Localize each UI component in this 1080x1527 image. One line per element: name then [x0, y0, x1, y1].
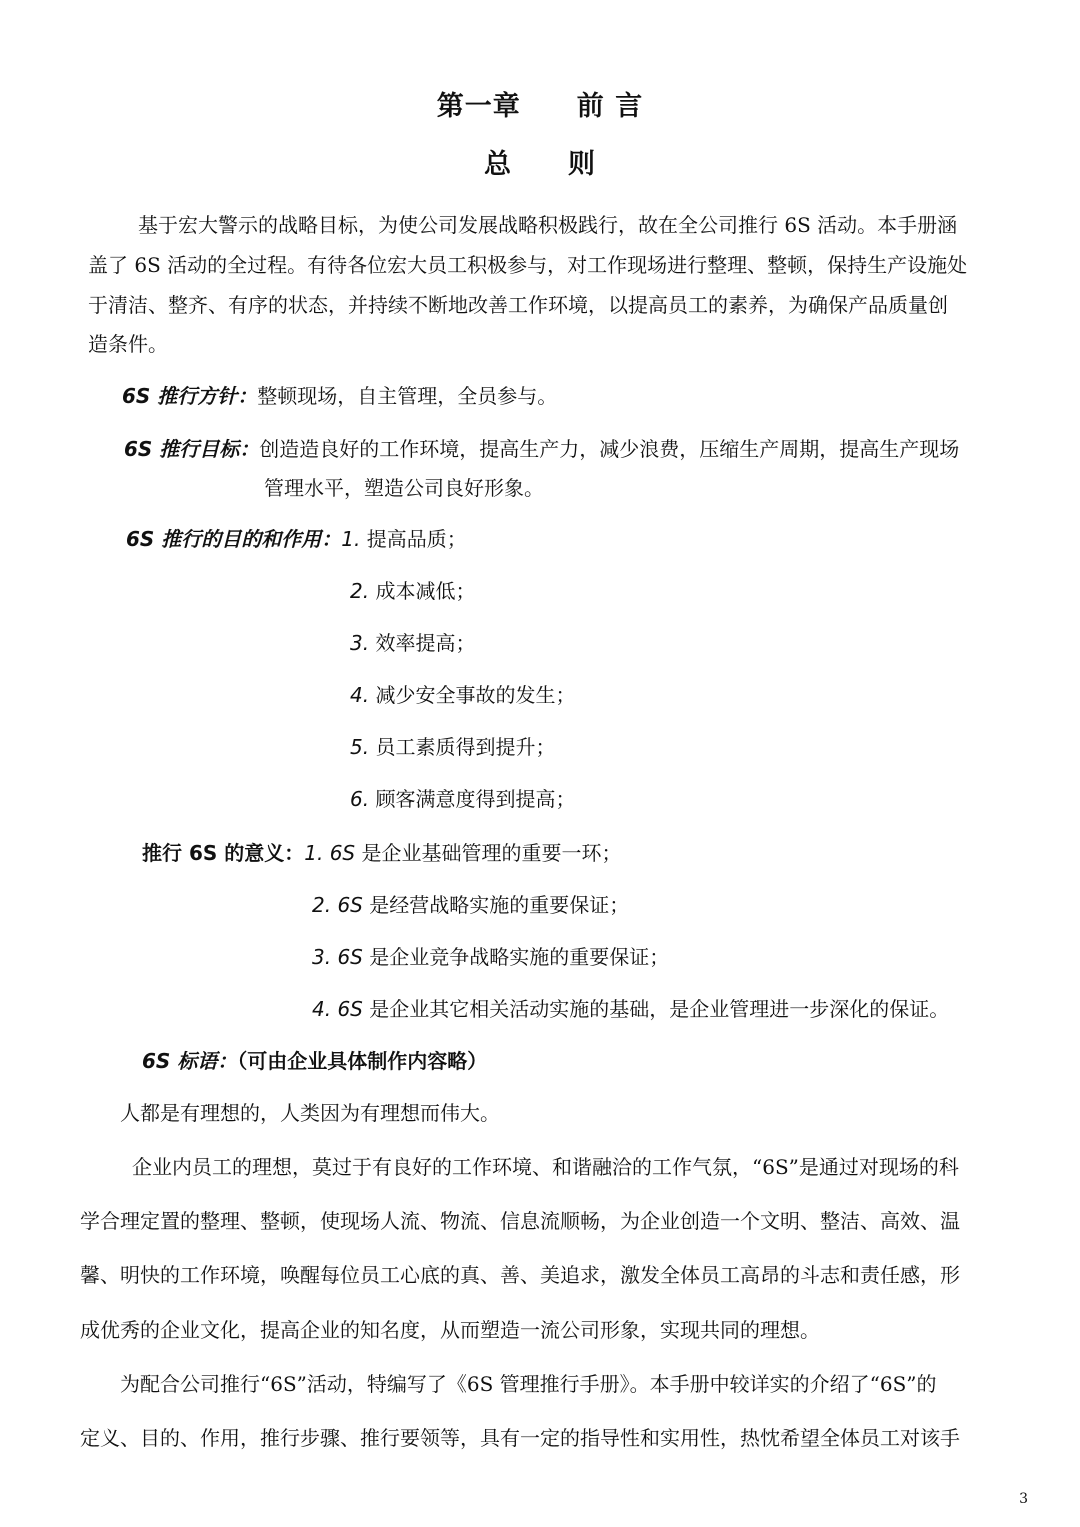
para3-line: 定义、目的、作用，推行步骤、推行要领等，具有一定的指导性和实用性，热忱希望全体员工对该手 [80, 1426, 960, 1450]
meaning-item [312, 997, 949, 1021]
purpose-text: 效率提高； [375, 631, 476, 655]
goal-text: 创造造良好的工作环境，提高生产力，减少浪费，压缩生产周期，提高生产现场 [259, 437, 960, 461]
meaning-num: 1. 6S [304, 841, 356, 865]
purpose-text: 顾客满意度得到提高； [375, 787, 576, 811]
purpose-num: 2. [350, 579, 370, 603]
page-number: 3 [1019, 1491, 1028, 1507]
meaning-label: 推行 6S 的意义： [142, 841, 305, 865]
para2-line: 成优秀的企业文化，提高企业的知名度，从而塑造一流公司形象，实现共同的理想。 [80, 1318, 820, 1342]
meaning-num: 3. 6S [312, 945, 363, 969]
goal-line [124, 437, 959, 461]
purpose-num: 3. [350, 631, 370, 655]
purpose-text: 减少安全事故的发生； [375, 683, 576, 707]
purpose-num: 6. [350, 787, 370, 811]
intro-line: 盖了 6S 活动的全过程。有待各位宏大员工积极参与，对工作现场进行整理、整顿，保持生产设施处 [88, 253, 968, 277]
meaning-num: 2. 6S [312, 893, 363, 917]
meaning-item [312, 945, 669, 969]
intro-line: 基于宏大警示的战略目标，为使公司发展战略积极践行，故在全公司推行 6S 活动。本手册涵 [138, 213, 958, 237]
slogan-label: 6S 标语： [142, 1049, 238, 1073]
intro-line: 于清洁、整齐、有序的状态，并持续不断地改善工作环境，以提高员工的素养，为确保产品质量创 [88, 293, 948, 317]
intro-line: 造条件。 [88, 332, 168, 356]
meaning-text: 是企业基础管理的重要一环； [361, 841, 622, 865]
policy-line [122, 384, 557, 408]
chapter-title: 第一章 前 言 [436, 91, 644, 122]
section-title: 总 则 [484, 149, 596, 180]
para2-line: 学合理定置的整理、整顿，使现场人流、物流、信息流顺畅，为企业创造一个文明、整洁、高效、温 [80, 1209, 960, 1233]
para2-line: 馨、明快的工作环境，唤醒每位员工心底的真、善、美追求，激发全体员工高昂的斗志和责任感，形 [80, 1263, 960, 1287]
meaning-line [142, 841, 621, 865]
meaning-num: 4. 6S [312, 997, 363, 1021]
para2-line: 企业内员工的理想，莫过于有良好的工作环境、和谐融洽的工作气氛，“6S”是通过对现场的科 [132, 1155, 959, 1179]
purpose-text: 成本减低； [375, 579, 476, 603]
slogan-text: 人都是有理想的，人类因为有理想而伟大。 [120, 1101, 500, 1125]
meaning-text: 是企业其它相关活动实施的基础，是企业管理进一步深化的保证。 [369, 997, 950, 1021]
meaning-text: 是企业竞争战略实施的重要保证； [369, 945, 670, 969]
purpose-num: 4. [350, 683, 370, 707]
slogan-line [142, 1049, 487, 1073]
meaning-item [312, 893, 629, 917]
purpose-text: 提高品质； [366, 527, 467, 551]
goal-label: 6S 推行目标： [124, 437, 260, 461]
purpose-label: 6S 推行的目的和作用： [126, 527, 342, 551]
purpose-text: 员工素质得到提升； [375, 735, 556, 759]
policy-label: 6S 推行方针： [122, 384, 258, 408]
purpose-item [350, 735, 555, 759]
purpose-line [126, 527, 467, 551]
goal-line-2: 管理水平，塑造公司良好形象。 [264, 476, 544, 500]
purpose-item [350, 683, 575, 707]
slogan-note: （可由企业具体制作内容略） [237, 1049, 488, 1073]
meaning-text: 是经营战略实施的重要保证； [369, 893, 630, 917]
purpose-num: 5. [350, 735, 370, 759]
para3-line: 为配合公司推行“6S”活动，特编写了《6S 管理推行手册》。本手册中较详实的介绍了“6S”的 [120, 1372, 937, 1396]
policy-text: 整顿现场，自主管理，全员参与。 [257, 384, 558, 408]
purpose-item [350, 631, 475, 655]
purpose-item [350, 579, 475, 603]
purpose-num: 1. [341, 527, 361, 551]
purpose-item [350, 787, 575, 811]
